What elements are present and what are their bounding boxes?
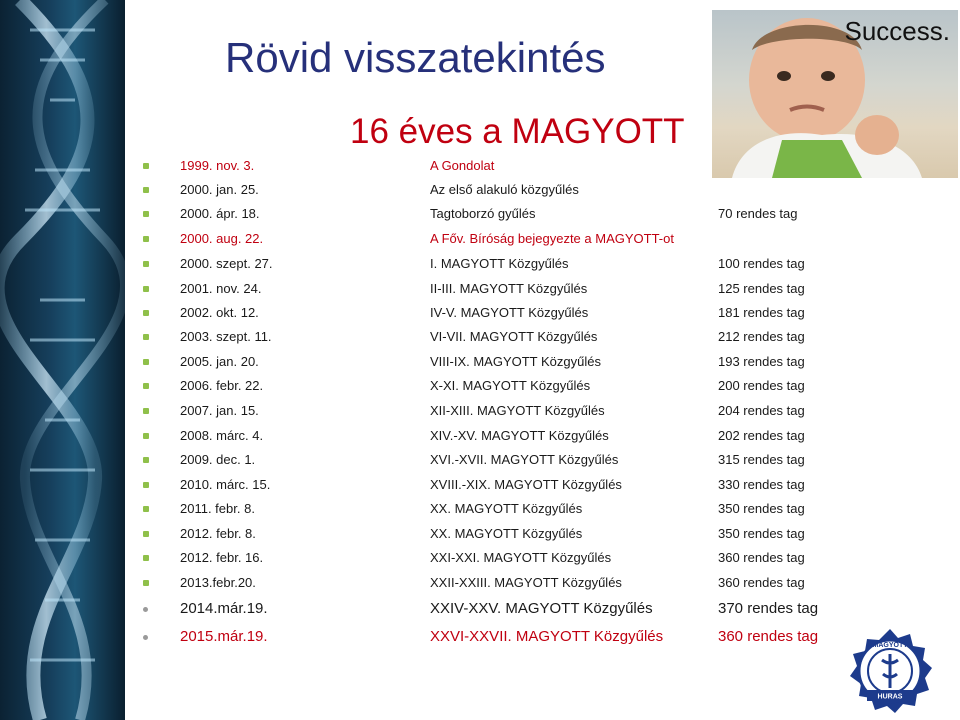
bullet-icon (143, 433, 149, 439)
bullet-icon (143, 482, 149, 488)
timeline-event: XX. MAGYOTT Közgyűlés (430, 501, 583, 516)
timeline-date: 2000. szept. 27. (180, 256, 273, 271)
timeline-members: 350 rendes tag (718, 526, 805, 541)
timeline-date: 2007. jan. 15. (180, 403, 259, 418)
bullet-icon (143, 359, 149, 365)
timeline-date: 2001. nov. 24. (180, 281, 262, 296)
bullet-icon (143, 286, 149, 292)
timeline-event: XIV.-XV. MAGYOTT Közgyűlés (430, 428, 609, 443)
timeline-members: 360 rendes tag (718, 550, 805, 565)
timeline-date: 2008. márc. 4. (180, 428, 264, 443)
bullet-icon (143, 383, 149, 389)
bullet-icon (143, 163, 149, 169)
slide-subtitle: 16 éves a MAGYOTT (350, 112, 685, 151)
timeline-members: 100 rendes tag (718, 256, 805, 271)
timeline-date: 2000. ápr. 18. (180, 206, 260, 221)
timeline-date: 2000. jan. 25. (180, 182, 259, 197)
timeline-members: 193 rendes tag (718, 354, 805, 369)
timeline-event: XVI.-XVII. MAGYOTT Közgyűlés (430, 452, 619, 467)
magyott-logo (845, 626, 935, 716)
bullet-icon (143, 580, 149, 586)
bullet-icon (143, 187, 149, 193)
timeline-event: A Főv. Bíróság bejegyezte a MAGYOTT-ot (430, 231, 674, 246)
bullet-icon (143, 408, 149, 414)
timeline-members: 370 rendes tag (718, 600, 819, 617)
timeline-event: A Gondolat (430, 158, 495, 173)
bullet-icon (143, 555, 149, 561)
timeline-members: 181 rendes tag (718, 305, 805, 320)
timeline-event: XXVI-XXVII. MAGYOTT Közgyűlés (430, 628, 664, 645)
timeline-date: 2015.már.19. (180, 628, 268, 645)
bullet-icon (143, 334, 149, 340)
bullet-icon (143, 506, 149, 512)
timeline-event: VIII-IX. MAGYOTT Közgyűlés (430, 354, 601, 369)
timeline-date: 2005. jan. 20. (180, 354, 259, 369)
slide-title: Rövid visszatekintés (225, 34, 606, 81)
timeline-event: XII-XIII. MAGYOTT Közgyűlés (430, 403, 605, 418)
photo-caption: Success. (844, 16, 950, 46)
timeline-members: 70 rendes tag (718, 206, 798, 221)
timeline-event: XXIV-XXV. MAGYOTT Közgyűlés (430, 600, 653, 617)
timeline-members: 200 rendes tag (718, 378, 805, 393)
timeline-members: 212 rendes tag (718, 329, 805, 344)
timeline-date: 2003. szept. 11. (180, 329, 272, 344)
timeline-members: 360 rendes tag (718, 628, 819, 645)
bullet-icon (143, 261, 149, 267)
timeline-event: X-XI. MAGYOTT Közgyűlés (430, 378, 591, 393)
logo-top-text: MAGYOTT (872, 642, 908, 649)
timeline-event: VI-VII. MAGYOTT Közgyűlés (430, 329, 598, 344)
timeline-members: 330 rendes tag (718, 477, 805, 492)
bullet-icon (143, 607, 148, 612)
timeline-event: XVIII.-XIX. MAGYOTT Közgyűlés (430, 477, 622, 492)
timeline-members: 315 rendes tag (718, 452, 805, 467)
timeline-event: Az első alakuló közgyűlés (430, 182, 579, 197)
bullet-icon (143, 310, 149, 316)
logo-bottom-text: HURAS (877, 693, 903, 701)
success-kid-photo (712, 10, 958, 178)
timeline-members: 125 rendes tag (718, 281, 805, 296)
timeline-date: 2009. dec. 1. (180, 452, 256, 467)
timeline-date: 2012. febr. 16. (180, 550, 264, 565)
timeline-date: 1999. nov. 3. (180, 158, 255, 173)
timeline-event: Tagtoborzó gyűlés (430, 206, 536, 221)
timeline-event: II-III. MAGYOTT Közgyűlés (430, 281, 588, 296)
timeline-event: XXII-XXIII. MAGYOTT Közgyűlés (430, 575, 622, 590)
timeline-event: IV-V. MAGYOTT Közgyűlés (430, 305, 589, 320)
timeline-members: 202 rendes tag (718, 428, 805, 443)
timeline-date: 2011. febr. 8. (180, 501, 255, 516)
timeline-date: 2014.már.19. (180, 600, 268, 617)
bullet-icon (143, 211, 149, 217)
timeline-date: 2002. okt. 12. (180, 305, 259, 320)
dna-helix-image (0, 0, 125, 720)
timeline-date: 2013.febr.20. (180, 575, 256, 590)
timeline-members: 350 rendes tag (718, 501, 805, 516)
timeline-event: I. MAGYOTT Közgyűlés (430, 256, 569, 271)
timeline-date: 2012. febr. 8. (180, 526, 256, 541)
timeline-date: 2000. aug. 22. (180, 231, 264, 246)
bullet-icon (143, 531, 149, 537)
bullet-icon (143, 635, 148, 640)
timeline-event: XX. MAGYOTT Közgyűlés (430, 526, 583, 541)
bullet-icon (143, 457, 149, 463)
timeline-date: 2006. febr. 22. (180, 378, 264, 393)
timeline-members: 204 rendes tag (718, 403, 805, 418)
timeline-event: XXI-XXI. MAGYOTT Közgyűlés (430, 550, 612, 565)
timeline-date: 2010. márc. 15. (180, 477, 271, 492)
bullet-icon (143, 236, 149, 242)
timeline-members: 360 rendes tag (718, 575, 805, 590)
